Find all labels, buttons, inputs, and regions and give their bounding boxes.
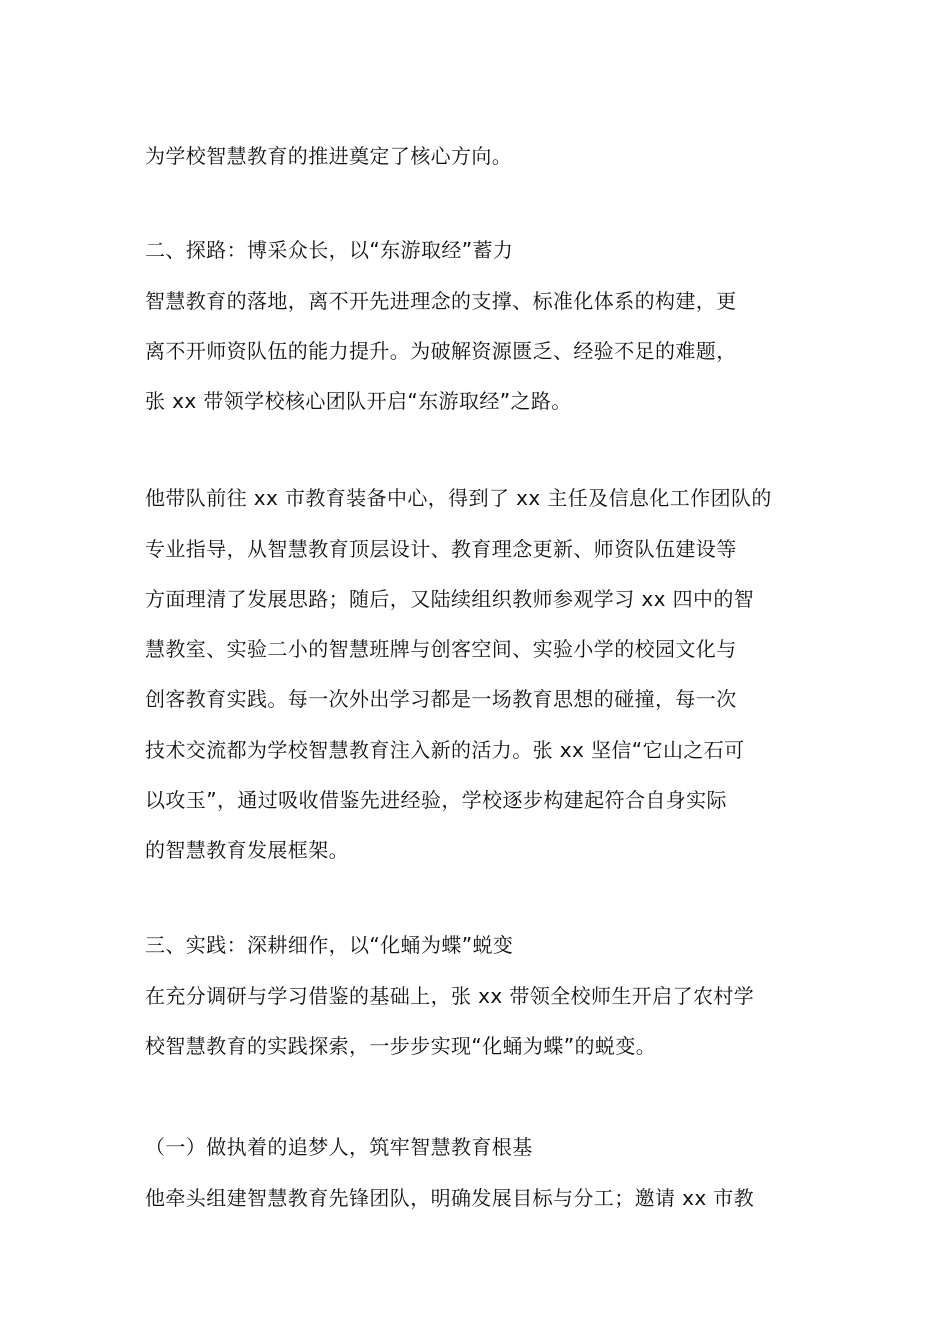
paragraph-line: 在充分调研与学习借鉴的基础上，张 xx 带领全校师生开启了农村学 bbox=[145, 984, 755, 1008]
section-heading: 三、实践：深耕细作，以“化蛹为蝶”蜕变 bbox=[145, 933, 514, 957]
paragraph-line: 他牵头组建智慧教育先锋团队，明确发展目标与分工；邀请 xx 市教 bbox=[145, 1186, 755, 1210]
section-heading: 二、探路：博采众长，以“东游取经”蓄力 bbox=[145, 238, 514, 262]
paragraph-line: 张 xx 带领学校核心团队开启“东游取经”之路。 bbox=[145, 389, 572, 413]
paragraph-line: 慧教室、实验二小的智慧班牌与创客空间、实验小学的校园文化与 bbox=[145, 637, 737, 661]
paragraph-line: 的智慧教育发展框架。 bbox=[145, 838, 349, 862]
paragraph-line: 智慧教育的落地，离不开先进理念的支撑、标准化体系的构建，更 bbox=[145, 289, 737, 313]
paragraph-line: 以攻玉”，通过吸收借鉴先进经验，学校逐步构建起符合自身实际 bbox=[145, 788, 727, 812]
paragraph-line: 他带队前往 xx 市教育装备中心，得到了 xx 主任及信息化工作团队的 bbox=[145, 486, 772, 510]
paragraph-line: 离不开师资队伍的能力提升。为破解资源匮乏、经验不足的难题， bbox=[145, 339, 737, 363]
paragraph-line: 专业指导，从智慧教育顶层设计、教育理念更新、师资队伍建设等 bbox=[145, 537, 737, 561]
paragraph-line: 为学校智慧教育的推进奠定了核心方向。 bbox=[145, 144, 513, 168]
subsection-heading: （一）做执着的追梦人，筑牢智慧教育根基 bbox=[145, 1135, 533, 1159]
paragraph-line: 方面理清了发展思路；随后，又陆续组织教师参观学习 xx 四中的智 bbox=[145, 587, 755, 611]
paragraph-line: 技术交流都为学校智慧教育注入新的活力。张 xx 坚信“它山之石可 bbox=[145, 738, 745, 762]
paragraph-line: 校智慧教育的实践探索，一步步实现“化蛹为蝶”的蜕变。 bbox=[145, 1034, 657, 1058]
paragraph-line: 创客教育实践。每一次外出学习都是一场教育思想的碰撞，每一次 bbox=[145, 687, 737, 711]
